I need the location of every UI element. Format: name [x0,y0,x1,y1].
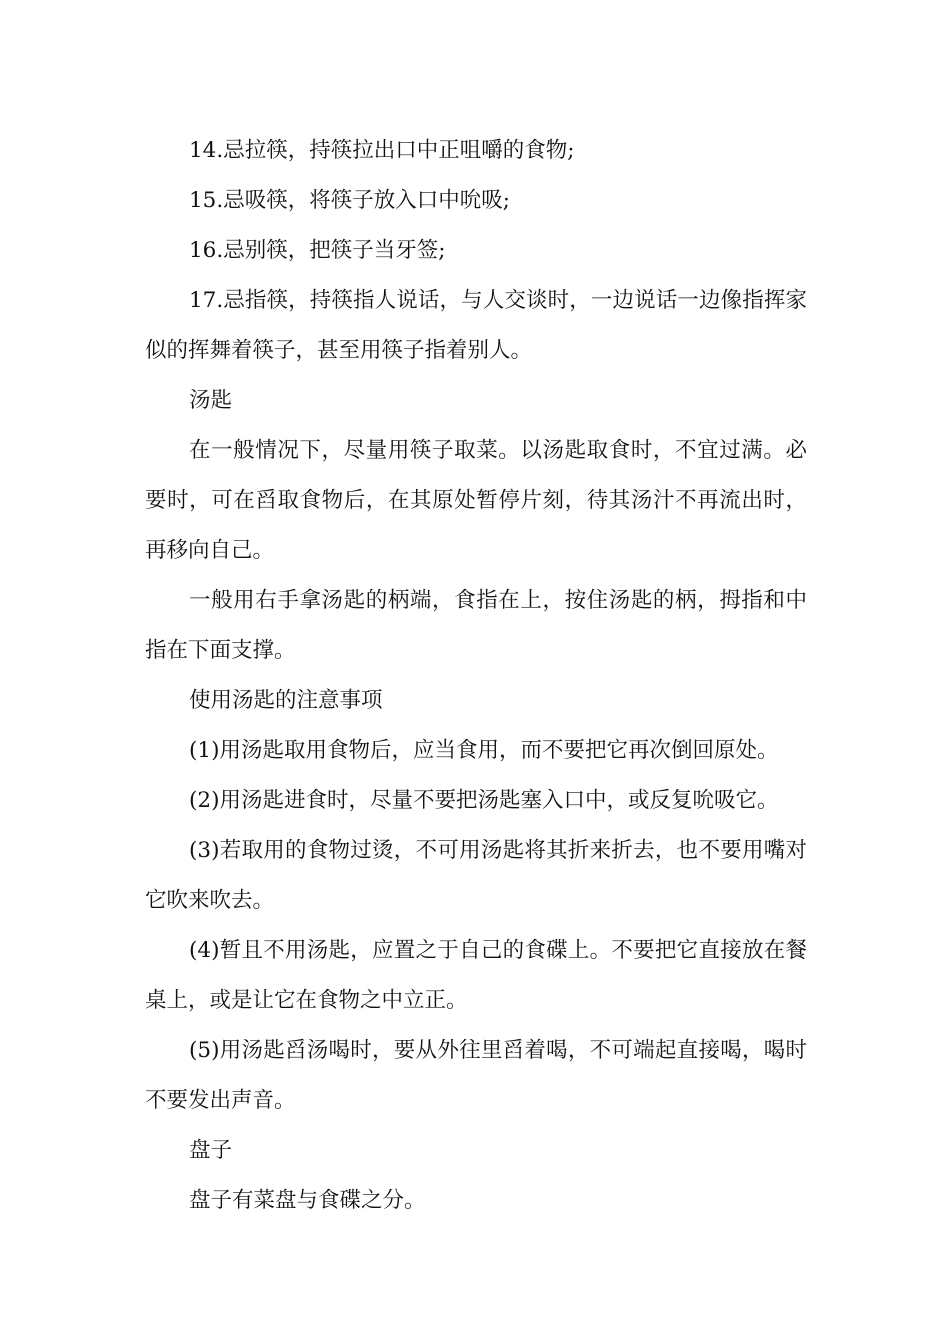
spoon-note-1: (1)用汤匙取用食物后，应当食用，而不要把它再次倒回原处。 [189,738,779,763]
spoon-notes-heading: 使用汤匙的注意事项 [189,688,383,713]
spoon-note-2: (2)用汤匙进食时，尽量不要把汤匙塞入口中，或反复吮吸它。 [189,788,779,813]
section-heading-plate: 盘子 [189,1138,233,1163]
document-page [145,126,807,1226]
rule-16-paragraph: 16.忌别筷，把筷子当牙签; [189,238,446,263]
spoon-note-5: (5)用汤匙舀汤喝时，要从外往里舀着喝，不可端起直接喝，喝时不要发出声音。 [145,1038,807,1113]
rule-17-paragraph: 17.忌指筷，持筷指人说话，与人交谈时，一边说话一边像指挥家似的挥舞着筷子，甚至用筷子指着别人。 [145,288,807,363]
rule-15-paragraph: 15.忌吸筷，将筷子放入口中吮吸; [189,188,510,213]
rule-14-paragraph: 14.忌拉筷，持筷拉出口中正咀嚼的食物; [189,138,575,163]
section-heading-spoon: 汤匙 [189,388,233,413]
spoon-note-3: (3)若取用的食物过烫，不可用汤匙将其折来折去，也不要用嘴对它吹来吹去。 [145,838,807,913]
spoon-grip-paragraph: 一般用右手拿汤匙的柄端，食指在上，按住汤匙的柄，拇指和中指在下面支撑。 [145,588,807,663]
plate-intro-paragraph: 盘子有菜盘与食碟之分。 [189,1188,426,1213]
spoon-intro-paragraph: 在一般情况下，尽量用筷子取菜。以汤匙取食时，不宜过满。必要时，可在舀取食物后，在其原处暂停片刻，待其汤汁不再流出时，再移向自己。 [145,438,807,563]
spoon-note-4: (4)暂且不用汤匙，应置之于自己的食碟上。不要把它直接放在餐桌上，或是让它在食物之中立正。 [145,938,807,1013]
